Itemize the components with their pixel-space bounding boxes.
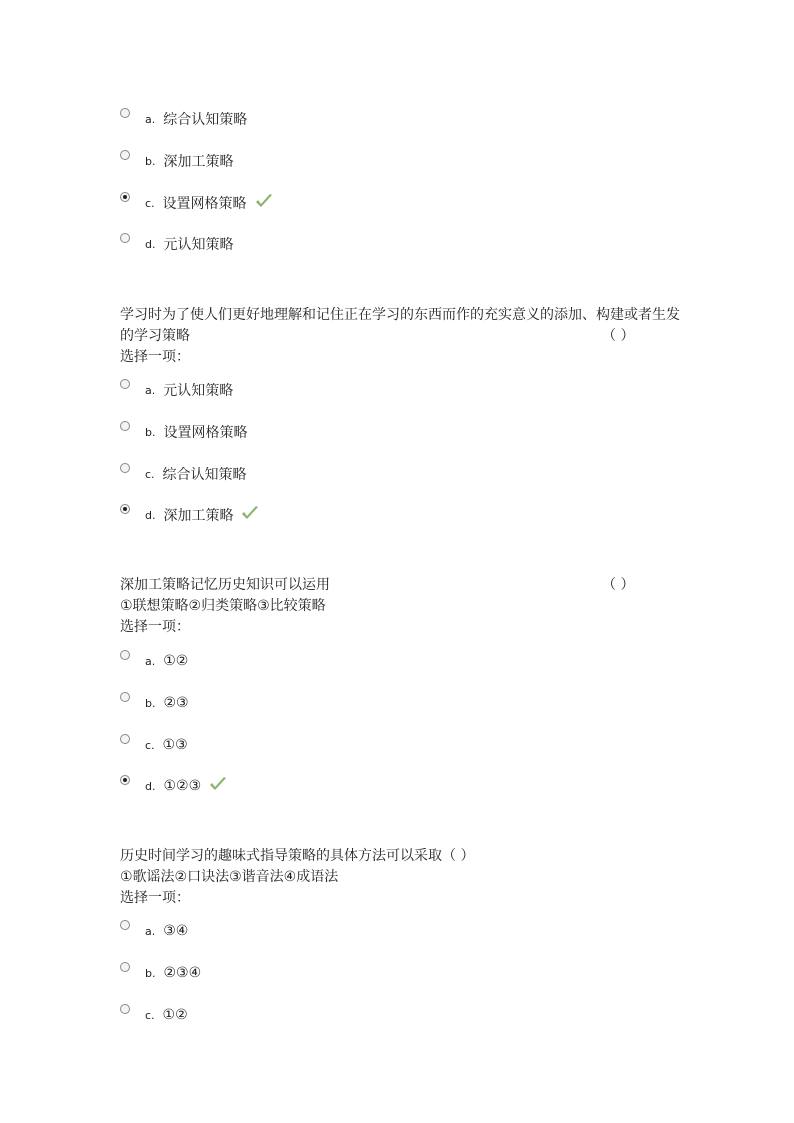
answer-option[interactable] [120, 379, 233, 401]
option-text: 设置网格策略 [162, 196, 247, 212]
correct-check-icon [255, 193, 273, 209]
question-stem [120, 305, 680, 347]
radio-unchecked-icon[interactable] [120, 150, 130, 160]
radio-unchecked-icon[interactable] [120, 1004, 130, 1014]
answer-blank: （ ） [602, 577, 635, 593]
option-text: ③④ [163, 923, 189, 939]
option-letter: d. [145, 237, 156, 251]
radio-unchecked-icon[interactable] [120, 233, 130, 243]
correct-check-icon [241, 505, 259, 521]
answer-option[interactable] [120, 650, 188, 672]
option-letter: c. [145, 467, 155, 481]
radio-unchecked-icon[interactable] [120, 108, 130, 118]
radio-unchecked-icon[interactable] [120, 920, 130, 930]
correct-check-icon [209, 776, 227, 792]
option-text: ①②③ [163, 778, 202, 794]
answer-option[interactable] [120, 463, 247, 485]
stem-text: 的学习策略 [120, 328, 190, 344]
option-text: 综合认知策略 [163, 112, 248, 128]
option-text: 深加工策略 [163, 508, 234, 524]
option-text: 元认知策略 [163, 383, 234, 399]
answer-option[interactable] [120, 108, 247, 130]
question-stem-line [120, 305, 680, 326]
question-stem [120, 575, 680, 617]
answer-option[interactable] [120, 192, 273, 214]
option-letter: b. [145, 966, 156, 980]
answer-blank: （ ） [602, 328, 635, 344]
answer-option[interactable] [120, 734, 188, 756]
stem-text: 历史时间学习的趣味式指导策略的具体方法可以采取（ ） [120, 848, 475, 864]
question-stem-line [120, 596, 680, 617]
option-text: ①② [163, 653, 189, 669]
option-letter: a. [145, 924, 156, 938]
option-letter: c. [145, 1008, 155, 1022]
answer-option[interactable] [120, 1004, 188, 1026]
option-text: 深加工策略 [163, 154, 234, 170]
option-text: ①③ [162, 737, 188, 753]
option-letter: c. [145, 196, 155, 210]
option-letter: b. [145, 154, 156, 168]
radio-checked-icon[interactable] [120, 775, 130, 785]
option-letter: d. [145, 779, 156, 793]
answer-option[interactable] [120, 920, 188, 942]
stem-text: ①联想策略②归类策略③比较策略 [120, 598, 326, 614]
option-letter: d. [145, 508, 156, 522]
answer-option[interactable] [120, 692, 189, 714]
option-letter: a. [145, 654, 156, 668]
answer-option[interactable] [120, 150, 233, 172]
option-text: 设置网格策略 [163, 425, 248, 441]
option-letter: c. [145, 738, 155, 752]
radio-unchecked-icon[interactable] [120, 692, 130, 702]
answer-option[interactable] [120, 504, 259, 526]
stem-text: 学习时为了使人们更好地理解和记住正在学习的东西而作的充实意义的添加、构建或者生发 [120, 307, 680, 323]
answer-option[interactable] [120, 775, 227, 797]
question-stem-line [120, 846, 680, 867]
stem-text: ①歌谣法②口诀法③谐音法④成语法 [120, 869, 339, 885]
select-one-prompt: 选择一项： [120, 619, 190, 635]
question-stem-line [120, 867, 680, 888]
radio-unchecked-icon[interactable] [120, 734, 130, 744]
select-one-prompt: 选择一项： [120, 890, 190, 906]
radio-unchecked-icon[interactable] [120, 463, 130, 473]
stem-text: 深加工策略记忆历史知识可以运用 [120, 577, 330, 593]
option-letter: a. [145, 112, 156, 126]
question-stem [120, 846, 680, 888]
answer-option[interactable] [120, 962, 201, 984]
question-stem-line [120, 326, 680, 347]
radio-unchecked-icon[interactable] [120, 650, 130, 660]
option-text: 元认知策略 [163, 237, 234, 253]
option-text: ①② [162, 1007, 188, 1023]
select-one-prompt: 选择一项： [120, 349, 190, 365]
radio-unchecked-icon[interactable] [120, 379, 130, 389]
option-text: 综合认知策略 [162, 467, 247, 483]
option-letter: a. [145, 383, 156, 397]
option-letter: b. [145, 425, 156, 439]
option-letter: b. [145, 696, 156, 710]
option-text: ②③ [163, 695, 189, 711]
question-stem-line [120, 575, 680, 596]
radio-checked-icon[interactable] [120, 504, 130, 514]
radio-unchecked-icon[interactable] [120, 962, 130, 972]
option-text: ②③④ [163, 965, 202, 981]
answer-option[interactable] [120, 421, 247, 443]
answer-option[interactable] [120, 233, 233, 255]
radio-checked-icon[interactable] [120, 192, 130, 202]
radio-unchecked-icon[interactable] [120, 421, 130, 431]
